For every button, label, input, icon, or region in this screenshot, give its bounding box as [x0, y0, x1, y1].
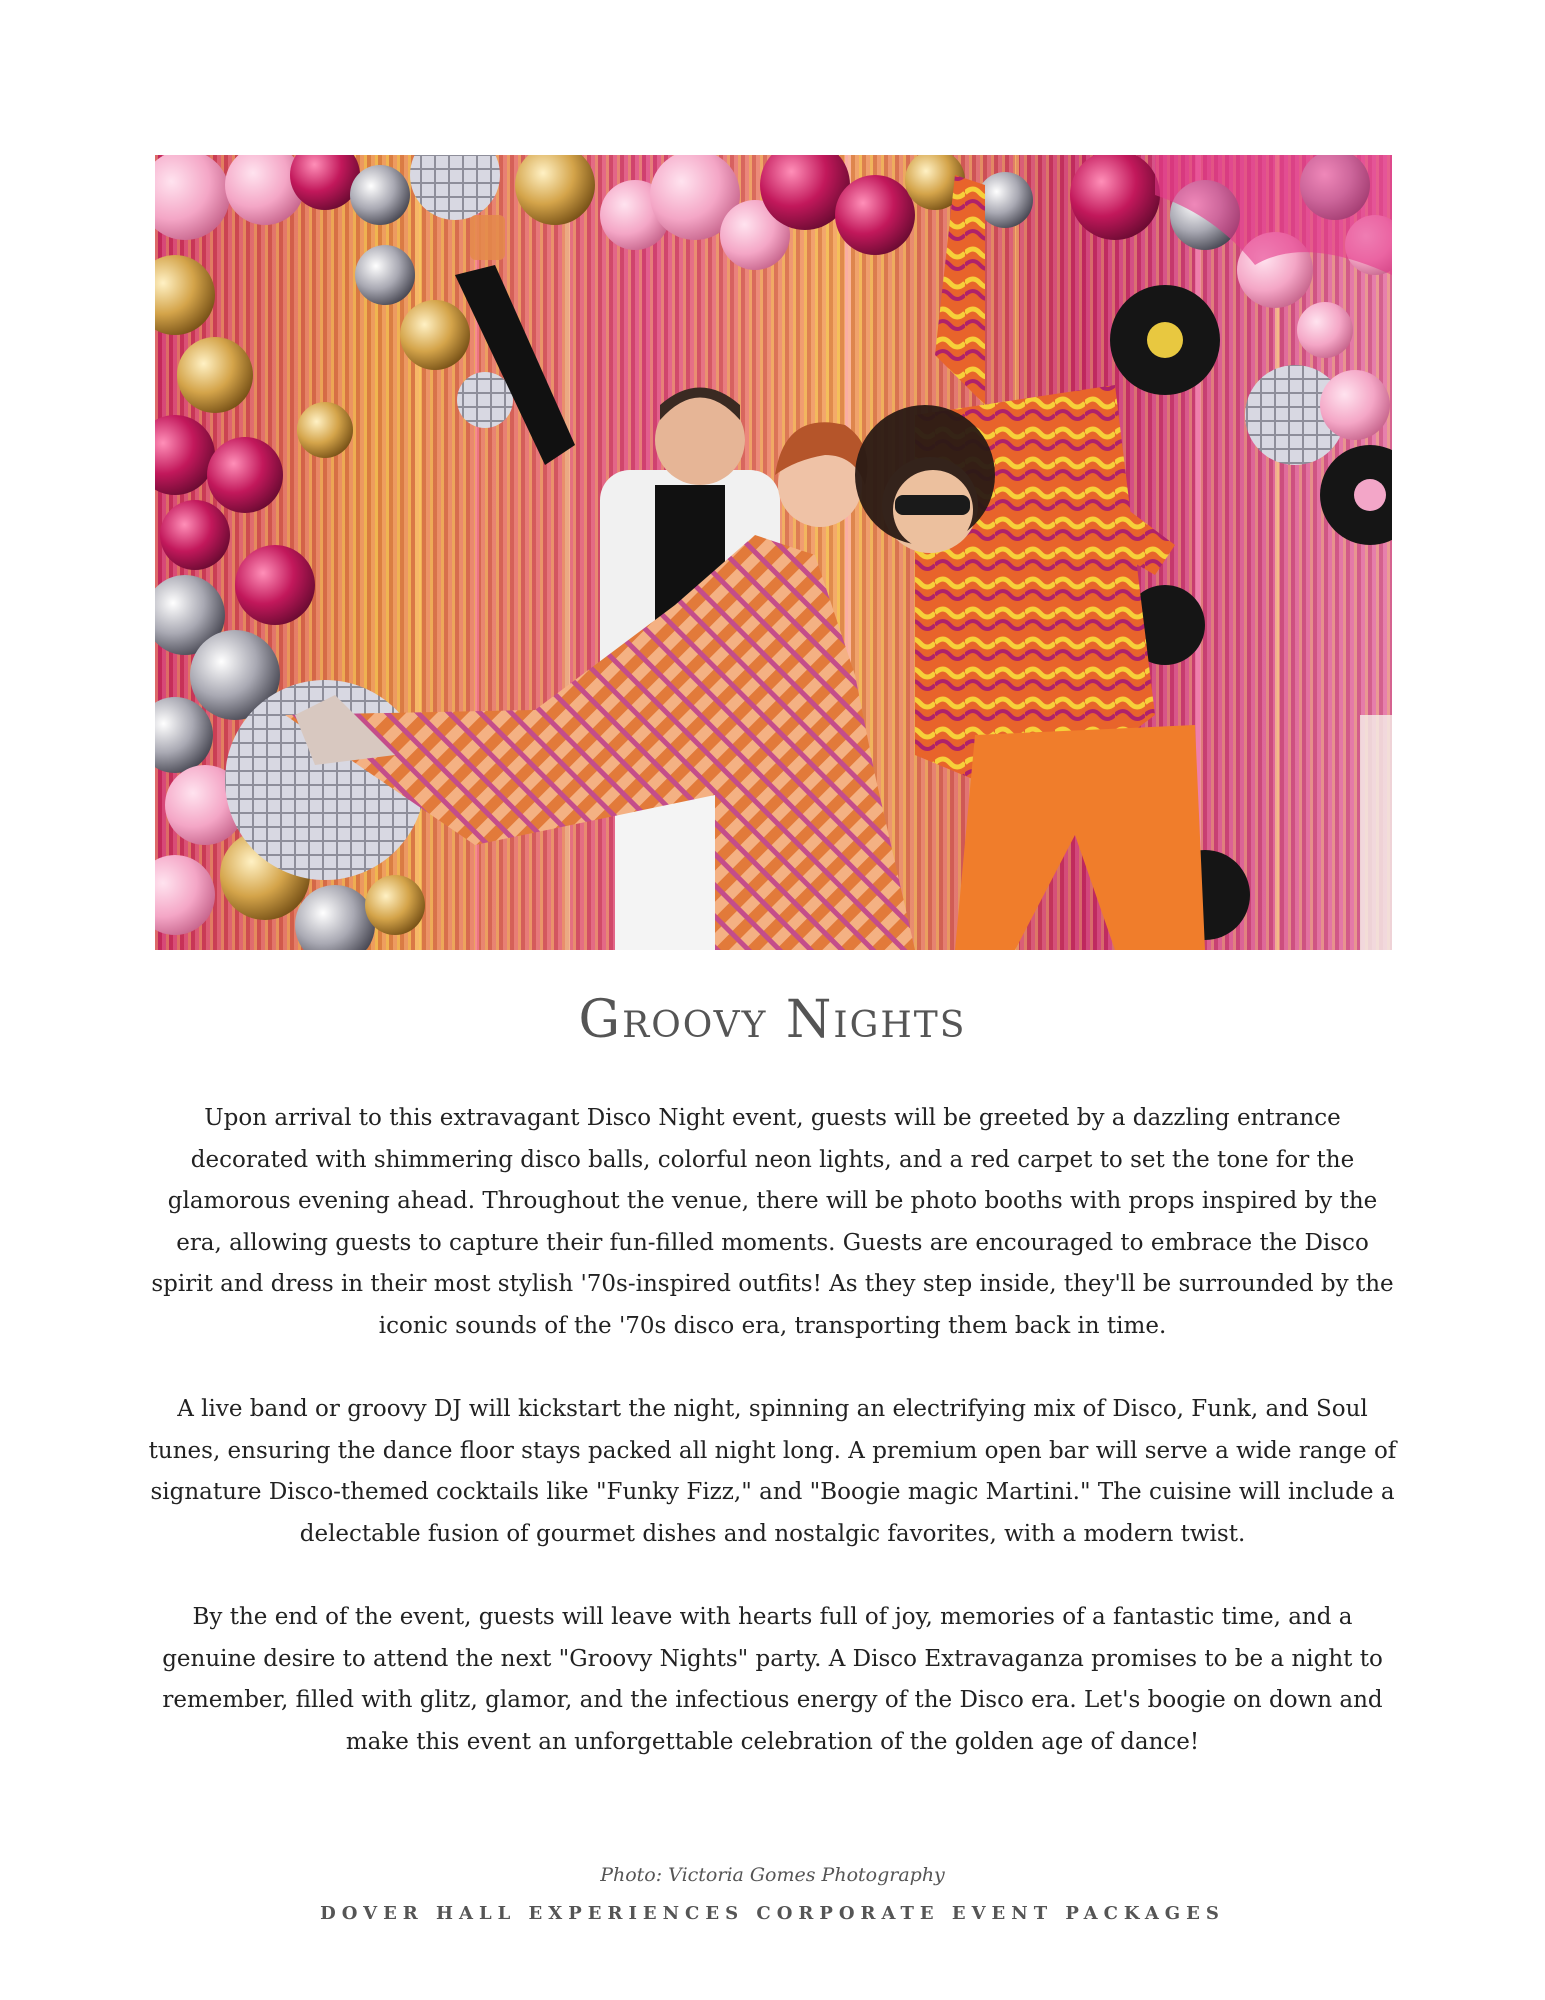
- paragraph-entertainment: A live band or groovy DJ will kickstart the night, spinning an electrifying mix of Disco, Funk, and Soul tunes, ensuring the dance floor stays packed all night long. A premium open bar will serve a wide range of signature Disco-themed cocktails like "Funky Fizz," and "Boogie magic Martini." The cuisine will include a delectable fusion of gourmet dishes and nostalgic favorites, with a modern twist.: [148, 1396, 1397, 1547]
- paragraph-closing: By the end of the event, guests will leave with hearts full of joy, memories of a fantastic time, and a genuine desire to attend the next "Groovy Nights" party. A Disco Extravaganza promises to be a night to remember, filled with glitz, glamor, and the infectious energy of the Disco era. Let's boogie on down and make this event an unforgettable celebration of the golden age of dance!: [162, 1604, 1383, 1755]
- paragraph-arrival: Upon arrival to this extravagant Disco Night event, guests will be greeted by a dazzling entrance decorated with shimmering disco balls, colorful neon lights, and a red carpet to set the tone for the glamorous evening ahead. Throughout the venue, there will be photo booths with props inspired by the era, allowing guests to capture their fun-filled moments. Guests are encouraged to embrace the Disco spirit and dress in their most stylish '70s-inspired outfits! As they step inside, they'll be surrounded by the iconic sounds of the '70s disco era, transporting them back in time.: [151, 1105, 1394, 1339]
- photo-credit: Photo: Victoria Gomes Photography: [600, 1864, 945, 1886]
- disco-photo-illustration: [155, 155, 1392, 950]
- event-photo: [155, 155, 1392, 950]
- page-footer: DOVER HALL EXPERIENCES CORPORATE EVENT PACKAGES: [320, 1903, 1225, 1924]
- event-description: [145, 1098, 1400, 1805]
- page-title: Groovy Nights: [578, 990, 967, 1050]
